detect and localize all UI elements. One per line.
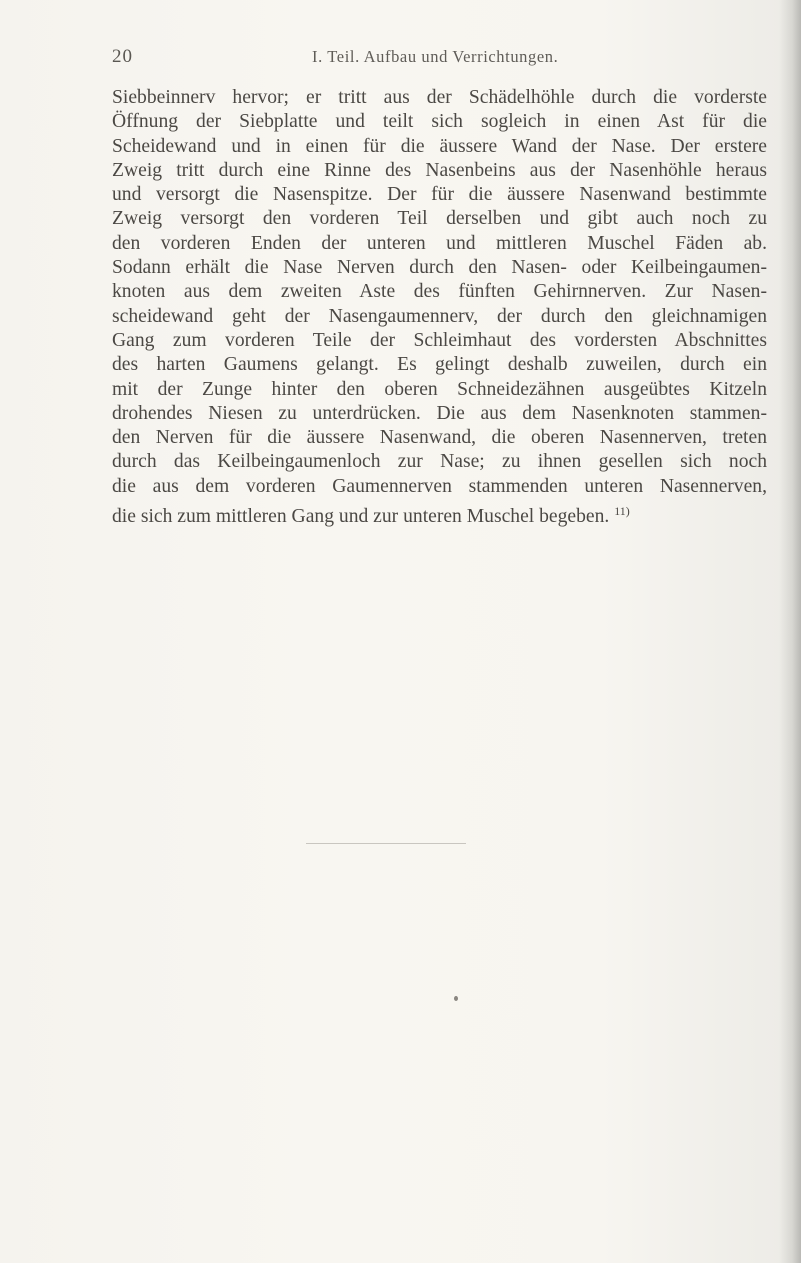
text-line: mit der Zunge hinter den oberen Schneidezähnen ausgeübtes Kitzeln (112, 378, 767, 400)
text-line: die aus dem vorderen Gaumennerven stammenden unteren Nasennerven, (112, 475, 767, 497)
text-line: Öffnung der Siebplatte und teilt sich sogleich in einen Ast für die (112, 111, 767, 133)
body-paragraph (112, 86, 767, 529)
text-line: durch das Keilbeingaumenloch zur Nase; zu ihnen gesellen sich noch (112, 451, 767, 473)
text-line: Scheidewand und in einen für die äussere Wand der Nase. Der erstere (112, 135, 767, 157)
text-line: Zweig versorgt den vorderen Teil derselben und gibt auch noch zu (112, 208, 767, 230)
page-number: 20 (112, 46, 133, 67)
text-line: Sodann erhält die Nase Nerven durch den Nasen- oder Keilbeingaumen- (112, 257, 767, 279)
text-line: den vorderen Enden der unteren und mittleren Muschel Fäden ab. (112, 232, 767, 254)
text-line: knoten aus dem zweiten Aste des fünften Gehirnnerven. Zur Nasen- (112, 281, 767, 303)
running-head: I. Teil. Aufbau und Verrichtungen. (312, 47, 559, 66)
text-line: Gang zum vorderen Teile der Schleimhaut des vordersten Abschnittes (112, 329, 767, 351)
text-line: Siebbeinnerv hervor; er tritt aus der Schädelhöhle durch die vorderste (112, 87, 767, 108)
text-line: scheidewand geht der Nasengaumennerv, der durch den gleichnamigen (112, 305, 767, 327)
text-line: Zweig tritt durch eine Rinne des Nasenbeins aus der Nasenhöhle heraus (112, 159, 767, 181)
page-header (112, 46, 760, 70)
text-line: den Nerven für die äussere Nasenwand, die oberen Nasennerven, treten (112, 427, 767, 449)
text-line: und versorgt die Nasenspitze. Der für die äussere Nasenwand bestimmte (112, 184, 767, 206)
page-edge-shadow (779, 0, 801, 1263)
text-line-last (112, 499, 767, 529)
text-line-content: die sich zum mittleren Gang und zur unteren Muschel begeben. (112, 506, 610, 528)
footnote-divider (306, 843, 466, 844)
footnote-reference: 11) (614, 504, 630, 519)
ink-speck (454, 996, 458, 1001)
text-line: des harten Gaumens gelangt. Es gelingt deshalb zuweilen, durch ein (112, 354, 767, 376)
text-line: drohendes Niesen zu unterdrücken. Die aus dem Nasenknoten stammen- (112, 402, 767, 424)
